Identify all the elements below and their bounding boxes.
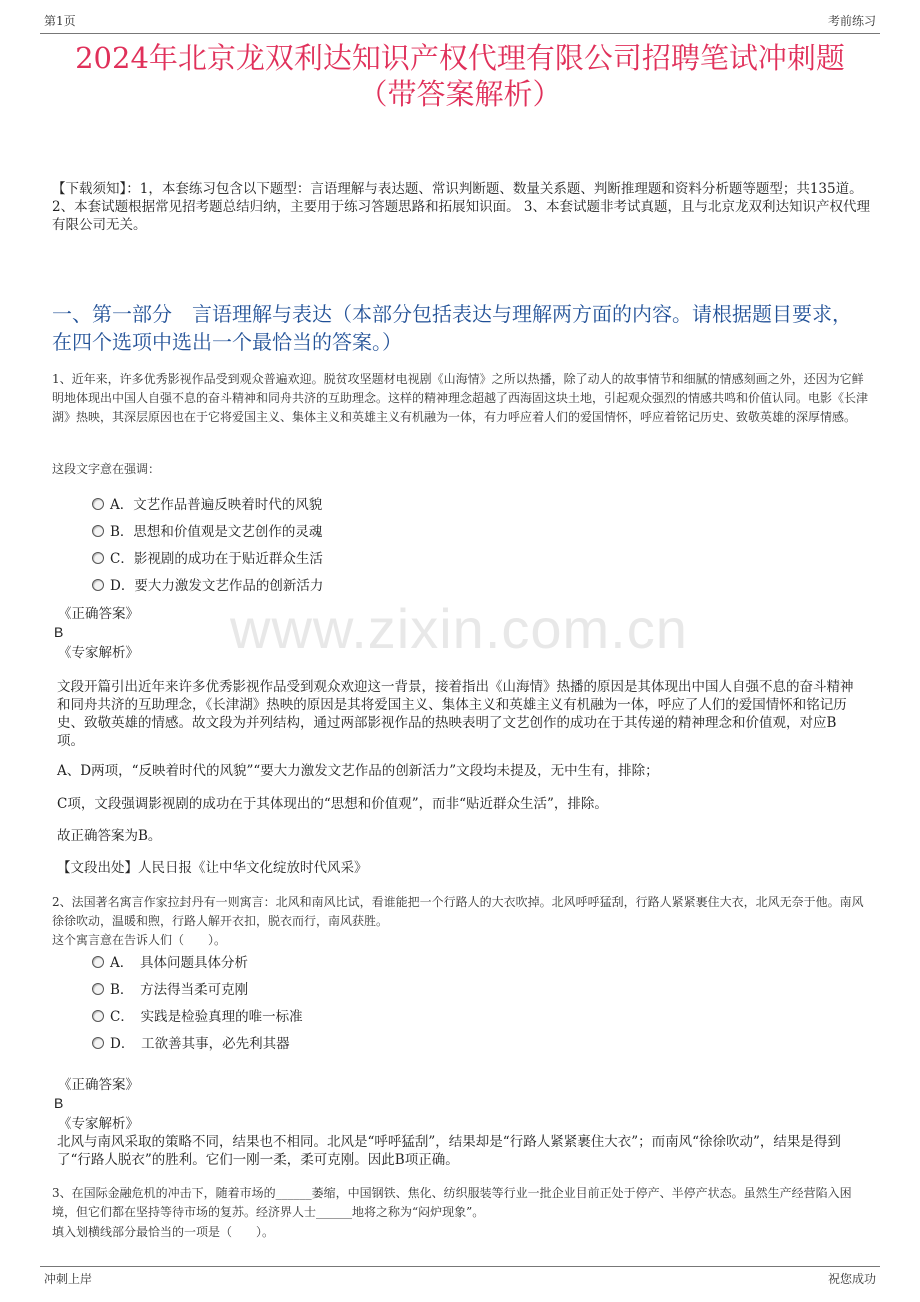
q1-analysis-para: A、D两项，“反映着时代的风貌”“要大力激发文艺作品的创新活力”文段均未提及，无中生有，排除； [57,763,659,779]
radio-icon[interactable] [92,552,104,564]
download-notice: 【下载须知】：1，本套练习包含以下题型：言语理解与表达题、常识判断题、数量关系题、判断推理题和资料分析题等题型；共135道。 2、本套试题根据常见招考题总结归纳，主要用于练习答题思路和拓展知识面。 3、本套试题非考试真题，且与北京龙双利达知识产权代理有限公司无关。 [52,181,870,233]
q2-answer-label: 《正确答案》 [58,1077,139,1093]
footer-left: 冲刺上岸 [44,1272,93,1286]
radio-icon[interactable] [92,525,104,537]
title-line-1: 2024年北京龙双利达知识产权代理有限公司招聘笔试冲刺题 [75,41,845,75]
header-tag: 考前练习 [827,14,876,28]
q1-analysis-para: C项，文段强调影视剧的成功在于其体现出的“思想和价值观”，而非“贴近群众生活”，排除。 [57,796,608,812]
q1-option-c[interactable] [92,550,323,568]
q1-analysis-label: 《专家解析》 [58,645,139,661]
option-label: C．影视剧的成功在于贴近群众生活 [110,551,323,567]
q3-stem: 3、在国际金融危机的冲击下，随着市场的______萎缩，中国钢铁、焦化、纺织服装等行业一批企业目前正处于停产、半停产状态。虽然生产经营陷入困境，但它们都在坚持等待市场的复苏。经济界人士______地将之称为“闷炉现象”。 [52,1186,852,1219]
document-title [40,40,880,112]
q1-ask: 这段文字意在强调： [52,462,161,476]
q1-option-b[interactable] [92,523,322,541]
q2-option-b[interactable] [92,981,248,999]
option-label: D． 工欲善其事，必先利其器 [110,1036,290,1052]
q2-option-a[interactable] [92,954,248,972]
watermark: www.zixin.com.cn [230,597,688,660]
radio-icon[interactable] [92,579,104,591]
q2-option-c[interactable] [92,1008,303,1026]
q1-analysis-para: 故正确答案为B。 [57,828,162,844]
option-label: D．要大力激发文艺作品的创新活力 [110,578,324,594]
q2-answer: B [54,1095,64,1111]
q2-option-d[interactable] [92,1035,290,1053]
radio-icon[interactable] [92,983,104,995]
q1-answer: B [54,624,64,640]
header-divider [40,33,880,34]
q1-answer-label: 《正确答案》 [58,606,139,622]
q2-analysis: 北风与南风采取的策略不同，结果也不相同。北风是“呼呼猛刮”，结果却是“行路人紧紧裹住大衣”；而南风“徐徐吹动”，结果是得到了“行路人脱衣”的胜利。它们一刚一柔，柔可克刚。因此B项正确。 [57,1134,841,1168]
q1-analysis-para: 文段开篇引出近年来许多优秀影视作品受到观众欢迎这一背景，接着指出《山海情》热播的原因是其体现出中国人自强不息的奋斗精神和同舟共济的互助理念，《长津湖》热映的原因是其将爱国主义、集体主义和英雄主义有机融为一体，呼应了人们的爱国情怀和铭记历史、致敬英雄的情感。故文段为并列结构，通过两部影视作品的热映表明了文艺创作的成功在于其传递的精神理念和价值观，对应B项。 [57,679,854,749]
q3-ask: 填入划横线部分最恰当的一项是（ ）。 [52,1225,275,1239]
option-label: B． 方法得当柔可克刚 [110,982,249,998]
footer-right: 祝您成功 [827,1272,876,1286]
q2-analysis-label: 《专家解析》 [58,1116,139,1132]
q1-stem: 1、近年来，许多优秀影视作品受到观众普遍欢迎。脱贫攻坚题材电视剧《山海情》之所以热播，除了动人的故事情节和细腻的情感刻画之外，还因为它鲜明地体现出中国人自强不息的奋斗精神和同舟共济的互助理念。这样的精神理念超越了西海固这块土地，引起观众强烈的情感共鸣和价值认同。电影《长津湖》热映，其深层原因也在于它将爱国主义、集体主义和英雄主义有机融为一体，有力呼应着人们的爱国情怀，呼应着铭记历史、致敬英雄的深厚情感。 [52,372,869,424]
q2-stem: 2、法国著名寓言作家拉封丹有一则寓言：北风和南风比试，看谁能把一个行路人的大衣吹掉。北风呼呼猛刮，行路人紧紧裹住大衣，北风无奈于他。南风徐徐吹动，温暖和煦，行路人解开衣扣，脱衣而行，南风获胜。 [52,895,864,928]
option-label: C． 实践是检验真理的唯一标准 [110,1009,303,1025]
radio-icon[interactable] [92,956,104,968]
option-label: A．文艺作品普遍反映着时代的风貌 [110,497,323,513]
page-number: 第1页 [44,14,76,28]
q1-option-d[interactable] [92,577,323,595]
radio-icon[interactable] [92,498,104,510]
q2-ask: 这个寓言意在告诉人们（ ）。 [52,933,227,947]
option-label: A． 具体问题具体分析 [110,955,248,971]
q1-option-a[interactable] [92,496,322,514]
q1-source: 【文段出处】人民日报《让中华文化绽放时代风采》 [57,860,368,876]
option-label: B．思想和价值观是文艺创作的灵魂 [110,524,323,540]
radio-icon[interactable] [92,1037,104,1049]
title-line-2: （带答案解析） [358,77,562,111]
footer-divider [40,1266,880,1267]
radio-icon[interactable] [92,1010,104,1022]
section-heading: 一、第一部分 言语理解与表达（本部分包括表达与理解两方面的内容。请根据题目要求，在四个选项中选出一个最恰当的答案。） [52,302,852,354]
